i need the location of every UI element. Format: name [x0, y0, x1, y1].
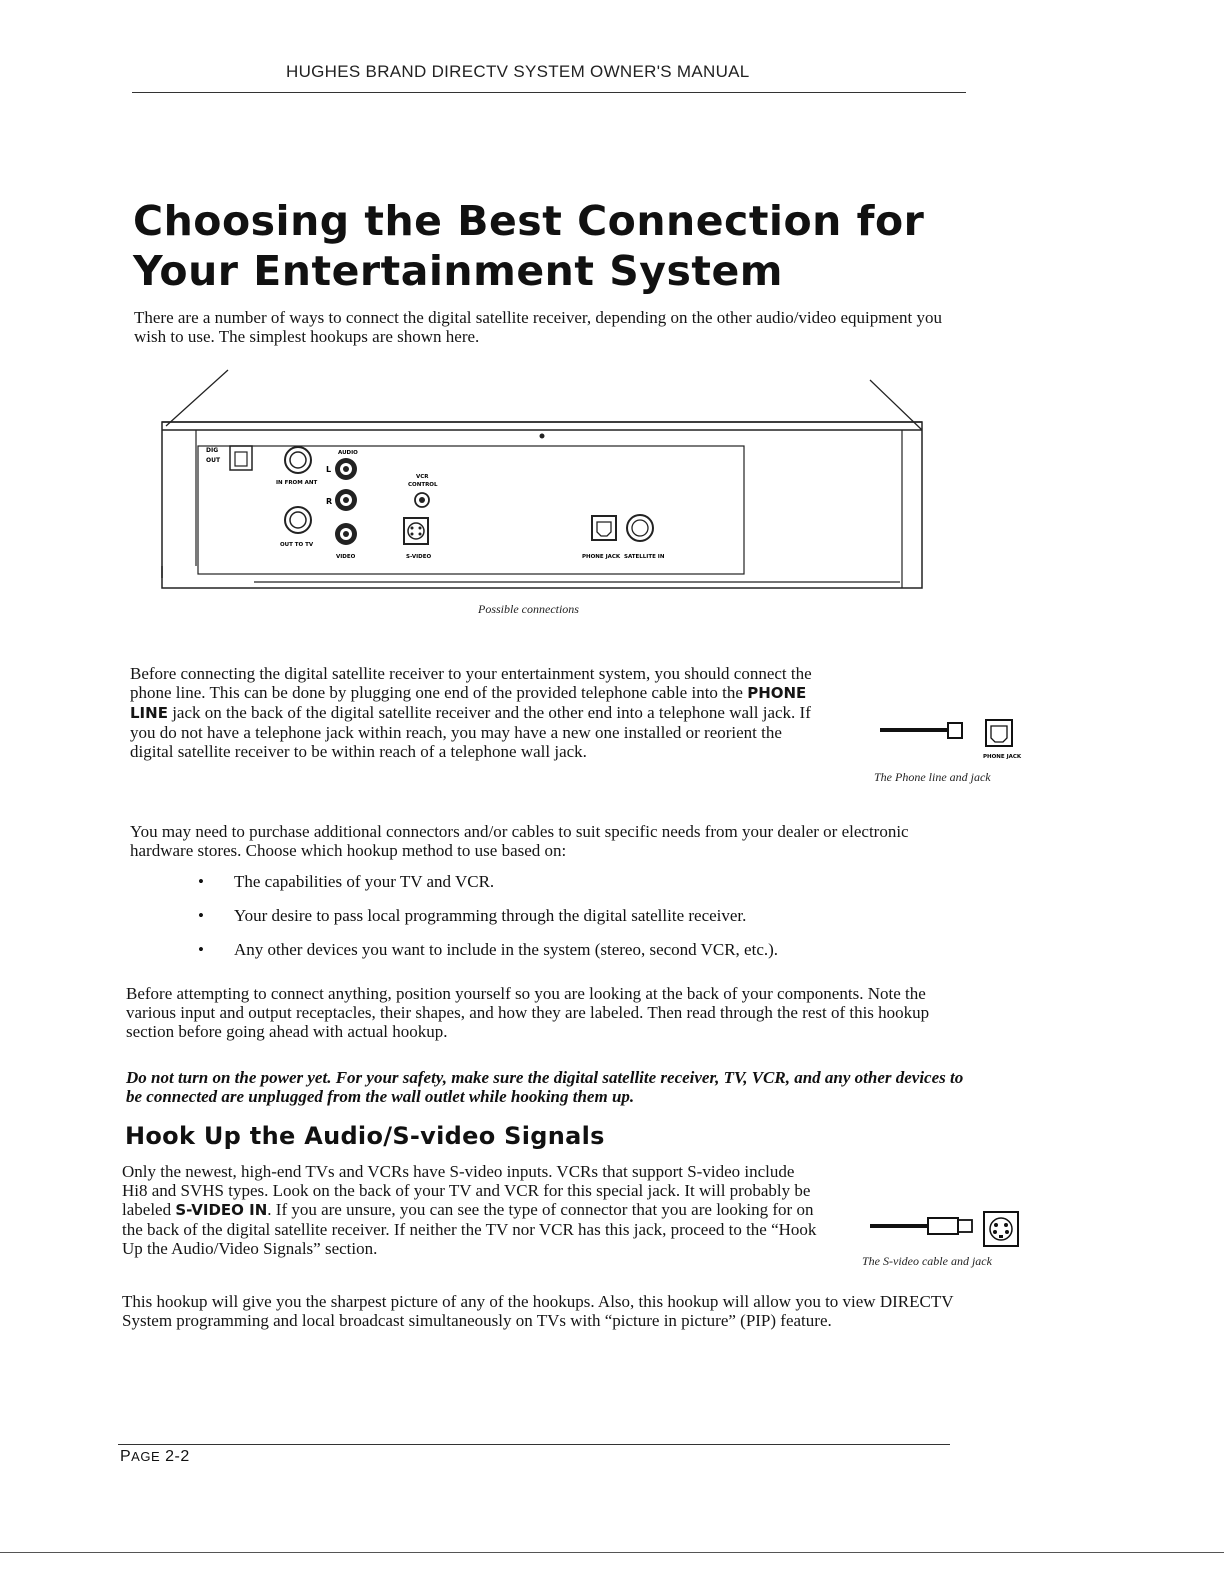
satellite-in-label: SATELLITE IN: [624, 554, 665, 560]
video-label: VIDEO: [336, 554, 356, 560]
vcr-control-jack: [415, 493, 429, 507]
svg-text:CONTROL: CONTROL: [408, 482, 438, 488]
running-header: HUGHES BRAND DIRECTV SYSTEM OWNER'S MANUAL: [286, 62, 750, 81]
svideo-text-start: Only the newest, high-end TVs and VCRs have S-video inputs. VCRs that support S-video include Hi8 and SVHS types. Look on the back of your TV and VCR for this special jack. It will probably be labeled: [122, 1162, 811, 1219]
audio-right-jack: [335, 489, 357, 511]
s-video-jack: [404, 518, 431, 560]
page-title: [133, 196, 1033, 296]
in-from-ant-jack: [276, 447, 317, 486]
audio-r-label: R: [326, 497, 333, 506]
hookup-criteria-list: [198, 872, 938, 974]
dig-out-jack: [206, 446, 252, 470]
receiver-back-panel-diagram: [150, 366, 940, 598]
phone-jack: [582, 516, 621, 560]
page-title-line-2: Your Entertainment System: [133, 247, 783, 295]
list-item: • Your desire to pass local programming through the digital satellite receiver.: [198, 906, 938, 925]
svideo-keyword: S-VIDEO IN: [175, 1201, 268, 1219]
phone-line-text-start: Before connecting the digital satellite receiver to your entertainment system, you should connect the phone line. This can be done by plugging one end of the provided telephone cable into the: [130, 664, 812, 702]
s-video-label: S-VIDEO: [406, 554, 432, 560]
phone-figure-label: PHONE JACK: [983, 754, 1022, 760]
phone-line-paragraph: [130, 664, 820, 761]
out-to-tv-label: OUT TO TV: [280, 542, 314, 548]
video-jack: [335, 523, 357, 560]
phone-line-figure: [876, 718, 1036, 764]
audio-label: AUDIO: [338, 450, 358, 456]
phone-line-text-end: jack on the back of the digital satellite receiver and the other end into a telephone wall jack. If you do not have a telephone jack within reach, you may have a new one installed or reorient the digital satellite receiver to be within reach of a telephone wall jack.: [130, 703, 811, 761]
phone-jack-label: PHONE JACK: [582, 554, 621, 560]
satellite-in-jack: [624, 515, 665, 560]
svideo-text-end: . If you are unsure, you can see the type of connector that you are looking for on the back of the digital satellite receiver. If neither the TV nor VCR has this jack, proceed to the “Hook Up the Audio/Video Signals” section.: [122, 1200, 817, 1258]
phone-figure-caption: The Phone line and jack: [874, 770, 991, 784]
scan-edge-line: [0, 1552, 1224, 1553]
footer-rule: [118, 1444, 950, 1445]
phone-line-keyword: PHONE LINE: [130, 684, 807, 722]
section-heading: Hook Up the Audio/S-video Signals: [125, 1122, 605, 1150]
s-video-figure: [864, 1210, 1034, 1252]
list-item: • The capabilities of your TV and VCR.: [198, 872, 938, 891]
position-paragraph: Before attempting to connect anything, position yourself so you are looking at the back of your components. Note the various input and output receptacles, their shapes, and how they are labeled. Then read through the rest of this hookup section before going ahead with actual hookup.: [126, 984, 930, 1041]
list-item: • Any other devices you want to include in the system (stereo, second VCR, etc.).: [198, 940, 938, 959]
page-title-line-1: Choosing the Best Connection for: [133, 197, 925, 245]
in-from-ant-label: IN FROM ANT: [276, 480, 318, 486]
svg-text:OUT: OUT: [206, 457, 221, 464]
svideo-paragraph: [122, 1162, 822, 1258]
s-video-jack-icon: [984, 1212, 1018, 1246]
s-video-figure-caption: The S-video cable and jack: [862, 1254, 992, 1268]
audio-left-jack: [335, 458, 357, 480]
diagram-caption: Possible connections: [478, 602, 579, 616]
phone-jack-icon: [986, 720, 1012, 746]
out-to-tv-jack: [280, 507, 314, 548]
vcr-control-label: VCR: [416, 474, 429, 480]
header-rule: [132, 92, 966, 93]
dealer-paragraph: You may need to purchase additional connectors and/or cables to suit specific needs from your dealer or electronic hardware stores. Choose which hookup method to use based on:: [130, 822, 909, 860]
pip-paragraph: This hookup will give you the sharpest picture of any of the hookups. Also, this hookup will allow you to view DIRECTV System programming and local broadcast simultaneously on TVs with “picture in picture” (PIP) feature.: [122, 1292, 954, 1330]
intro-paragraph: There are a number of ways to connect the digital satellite receiver, depending on the other audio/video equipment you wish to use. The simplest hookups are shown here.: [134, 308, 942, 346]
audio-l-label: L: [326, 465, 332, 474]
dig-out-label: DIG: [206, 447, 219, 454]
page-number: PAGE 2-2: [120, 1448, 190, 1465]
safety-warning: Do not turn on the power yet. For your safety, make sure the digital satellite receiver, TV, VCR, and any other devices to be connected are unplugged from the wall outlet while hooking them up.: [126, 1068, 964, 1106]
